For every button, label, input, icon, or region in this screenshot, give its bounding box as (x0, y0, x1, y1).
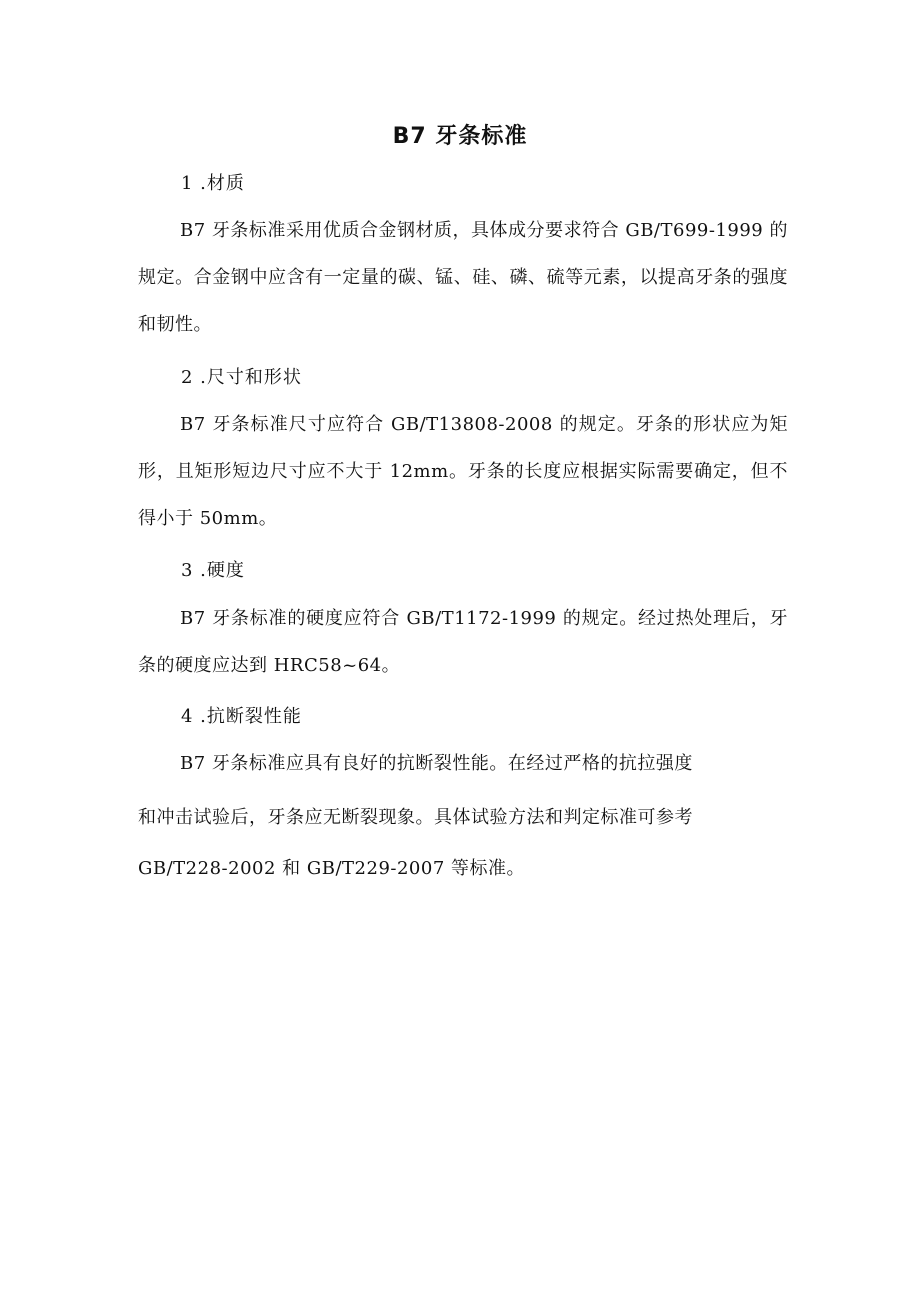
section-body-size-shape: B7 牙条标准尺寸应符合 GB/T13808-2008 的规定。牙条的形状应为矩形，且矩形短边尺寸应不大于 12mm。牙条的长度应根据实际需要确定，但不得小于 50mm。 (138, 414, 788, 529)
section-body-fracture-line-2: 和冲击试验后，牙条应无断裂现象。具体试验方法和判定标准可参考 (138, 807, 693, 828)
section-body-fracture-line-3: GB/T228-2002 和 GB/T229-2007 等标准。 (138, 858, 526, 879)
section-body-fracture-line-1: B7 牙条标准应具有良好的抗断裂性能。在经过严格的抗拉强度 (180, 753, 693, 774)
section-heading-material: 1 .材质 (181, 173, 245, 194)
section-body-hardness: B7 牙条标准的硬度应符合 GB/T1172-1999 的规定。经过热处理后，牙条的硬度应达到 HRC58~64。 (138, 608, 788, 676)
section-heading-fracture-resistance: 4 .抗断裂性能 (181, 706, 302, 727)
document-title: B7 牙条标准 (392, 124, 528, 149)
section-heading-hardness: 3 .硬度 (181, 560, 245, 581)
section-body-material: B7 牙条标准采用优质合金钢材质，具体成分要求符合 GB/T699-1999 的规定。合金钢中应含有一定量的碳、锰、硅、磷、硫等元素，以提高牙条的强度和韧性。 (138, 220, 788, 335)
section-heading-size-shape: 2 .尺寸和形状 (181, 367, 302, 388)
